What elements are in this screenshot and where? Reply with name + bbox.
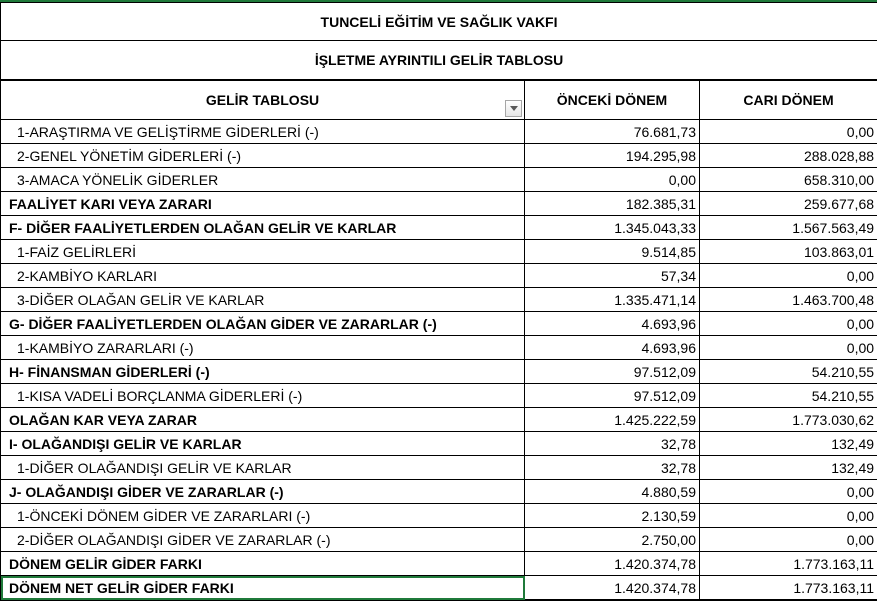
row-label-cell[interactable]: I- OLAĞANDIŞI GELİR VE KARLAR xyxy=(1,432,525,456)
table-row xyxy=(1,336,877,360)
previous-period-cell[interactable]: 97.512,09 xyxy=(525,384,700,408)
table-row xyxy=(1,408,877,432)
previous-period-cell[interactable]: 32,78 xyxy=(525,456,700,480)
table-row xyxy=(1,144,877,168)
row-label-cell[interactable]: H- FİNANSMAN GİDERLERİ (-) xyxy=(1,360,525,384)
current-period-cell[interactable]: 103.863,01 xyxy=(700,240,877,264)
current-period-cell[interactable]: 0,00 xyxy=(700,528,877,552)
row-label-cell[interactable]: F- DİĞER FAALİYETLERDEN OLAĞAN GELİR VE KARLAR xyxy=(1,216,525,240)
current-period-cell[interactable]: 658.310,00 xyxy=(700,168,877,192)
current-period-cell[interactable]: 1.773.163,11 xyxy=(700,552,877,576)
current-period-cell[interactable]: 0,00 xyxy=(700,504,877,528)
table-row xyxy=(1,384,877,408)
current-period-cell[interactable]: 54.210,55 xyxy=(700,360,877,384)
previous-period-cell[interactable]: 76.681,73 xyxy=(525,120,700,144)
table-row xyxy=(1,456,877,480)
current-period-cell[interactable]: 288.028,88 xyxy=(700,144,877,168)
row-label-cell[interactable]: 3-DİĞER OLAĞAN GELİR VE KARLAR xyxy=(1,288,525,312)
row-label-cell[interactable]: J- OLAĞANDIŞI GİDER VE ZARARLAR (-) xyxy=(1,480,525,504)
row-label-cell[interactable]: 3-AMACA YÖNELİK GİDERLER xyxy=(1,168,525,192)
table-row xyxy=(1,432,877,456)
table-row xyxy=(1,480,877,504)
previous-period-cell[interactable]: 182.385,31 xyxy=(525,192,700,216)
current-period-cell[interactable]: 0,00 xyxy=(700,312,877,336)
column-header-label: GELİR TABLOSU xyxy=(205,92,320,108)
filter-dropdown-button[interactable] xyxy=(505,100,522,117)
previous-period-cell[interactable]: 194.295,98 xyxy=(525,144,700,168)
previous-period-cell[interactable]: 4.880,59 xyxy=(525,480,700,504)
previous-period-cell[interactable]: 2.750,00 xyxy=(525,528,700,552)
current-period-cell[interactable]: 1.773.030,62 xyxy=(700,408,877,432)
table-row xyxy=(1,240,877,264)
table-row xyxy=(1,360,877,384)
current-period-cell[interactable]: 0,00 xyxy=(700,264,877,288)
current-period-cell[interactable]: 0,00 xyxy=(700,480,877,504)
row-label-cell[interactable]: 2-KAMBİYO KARLARI xyxy=(1,264,525,288)
previous-period-cell[interactable]: 32,78 xyxy=(525,432,700,456)
row-label-cell[interactable]: 1-ÖNCEKİ DÖNEM GİDER VE ZARARLARI (-) xyxy=(1,504,525,528)
row-label-cell[interactable]: DÖNEM GELİR GİDER FARKI xyxy=(1,552,525,576)
table-row xyxy=(1,168,877,192)
row-label-cell[interactable]: 1-ARAŞTIRMA VE GELİŞTİRME GİDERLERİ (-) xyxy=(1,120,525,144)
previous-period-cell[interactable]: 1.425.222,59 xyxy=(525,408,700,432)
chevron-down-icon xyxy=(510,106,518,111)
table-row xyxy=(1,312,877,336)
current-period-cell[interactable]: 1.773.163,11 xyxy=(700,576,877,601)
current-period-cell[interactable]: 0,00 xyxy=(700,120,877,144)
current-period-cell[interactable]: 0,00 xyxy=(700,336,877,360)
previous-period-cell[interactable]: 1.345.043,33 xyxy=(525,216,700,240)
table-row xyxy=(1,264,877,288)
foundation-title[interactable]: TUNCELİ EĞİTİM VE SAĞLIK VAKFI xyxy=(1,3,877,41)
table-row xyxy=(1,504,877,528)
current-period-cell[interactable]: 259.677,68 xyxy=(700,192,877,216)
previous-period-cell[interactable]: 57,34 xyxy=(525,264,700,288)
column-header-income-statement[interactable] xyxy=(1,80,525,120)
row-label-cell[interactable]: 1-KAMBİYO ZARARLARI (-) xyxy=(1,336,525,360)
row-label-cell[interactable]: FAALİYET KARI VEYA ZARARI xyxy=(1,192,525,216)
row-label-cell[interactable]: 1-KISA VADELİ BORÇLANMA GİDERLERİ (-) xyxy=(1,384,525,408)
table-body xyxy=(1,120,877,601)
table-row xyxy=(1,216,877,240)
row-label-cell[interactable]: DÖNEM NET GELİR GİDER FARKI xyxy=(1,576,525,601)
column-header-previous-period[interactable]: ÖNCEKİ DÖNEM xyxy=(525,80,700,120)
column-header-current-period[interactable]: CARI DÖNEM xyxy=(700,80,877,120)
row-label-cell[interactable]: 2-GENEL YÖNETİM GİDERLERİ (-) xyxy=(1,144,525,168)
table-row xyxy=(1,576,877,601)
current-period-cell[interactable]: 132,49 xyxy=(700,456,877,480)
previous-period-cell[interactable]: 1.420.374,78 xyxy=(525,576,700,601)
previous-period-cell[interactable]: 1.420.374,78 xyxy=(525,552,700,576)
table-row xyxy=(1,552,877,576)
table-title[interactable]: İŞLETME AYRINTILI GELİR TABLOSU xyxy=(1,41,877,81)
previous-period-cell[interactable]: 1.335.471,14 xyxy=(525,288,700,312)
current-period-cell[interactable]: 132,49 xyxy=(700,432,877,456)
previous-period-cell[interactable]: 0,00 xyxy=(525,168,700,192)
row-label-cell[interactable]: 1-DİĞER OLAĞANDIŞI GELİR VE KARLAR xyxy=(1,456,525,480)
table-row xyxy=(1,288,877,312)
previous-period-cell[interactable]: 2.130,59 xyxy=(525,504,700,528)
table-row xyxy=(1,528,877,552)
row-label-cell[interactable]: 1-FAİZ GELİRLERİ xyxy=(1,240,525,264)
row-label-cell[interactable]: OLAĞAN KAR VEYA ZARAR xyxy=(1,408,525,432)
current-period-cell[interactable]: 1.567.563,49 xyxy=(700,216,877,240)
previous-period-cell[interactable]: 97.512,09 xyxy=(525,360,700,384)
previous-period-cell[interactable]: 4.693,96 xyxy=(525,312,700,336)
current-period-cell[interactable]: 1.463.700,48 xyxy=(700,288,877,312)
row-label-cell[interactable]: G- DİĞER FAALİYETLERDEN OLAĞAN GİDER VE ZARARLAR (-) xyxy=(1,312,525,336)
previous-period-cell[interactable]: 9.514,85 xyxy=(525,240,700,264)
table-row xyxy=(1,192,877,216)
table-row xyxy=(1,120,877,144)
income-statement-table xyxy=(0,2,877,601)
previous-period-cell[interactable]: 4.693,96 xyxy=(525,336,700,360)
current-period-cell[interactable]: 54.210,55 xyxy=(700,384,877,408)
row-label-cell[interactable]: 2-DİĞER OLAĞANDIŞI GİDER VE ZARARLAR (-) xyxy=(1,528,525,552)
